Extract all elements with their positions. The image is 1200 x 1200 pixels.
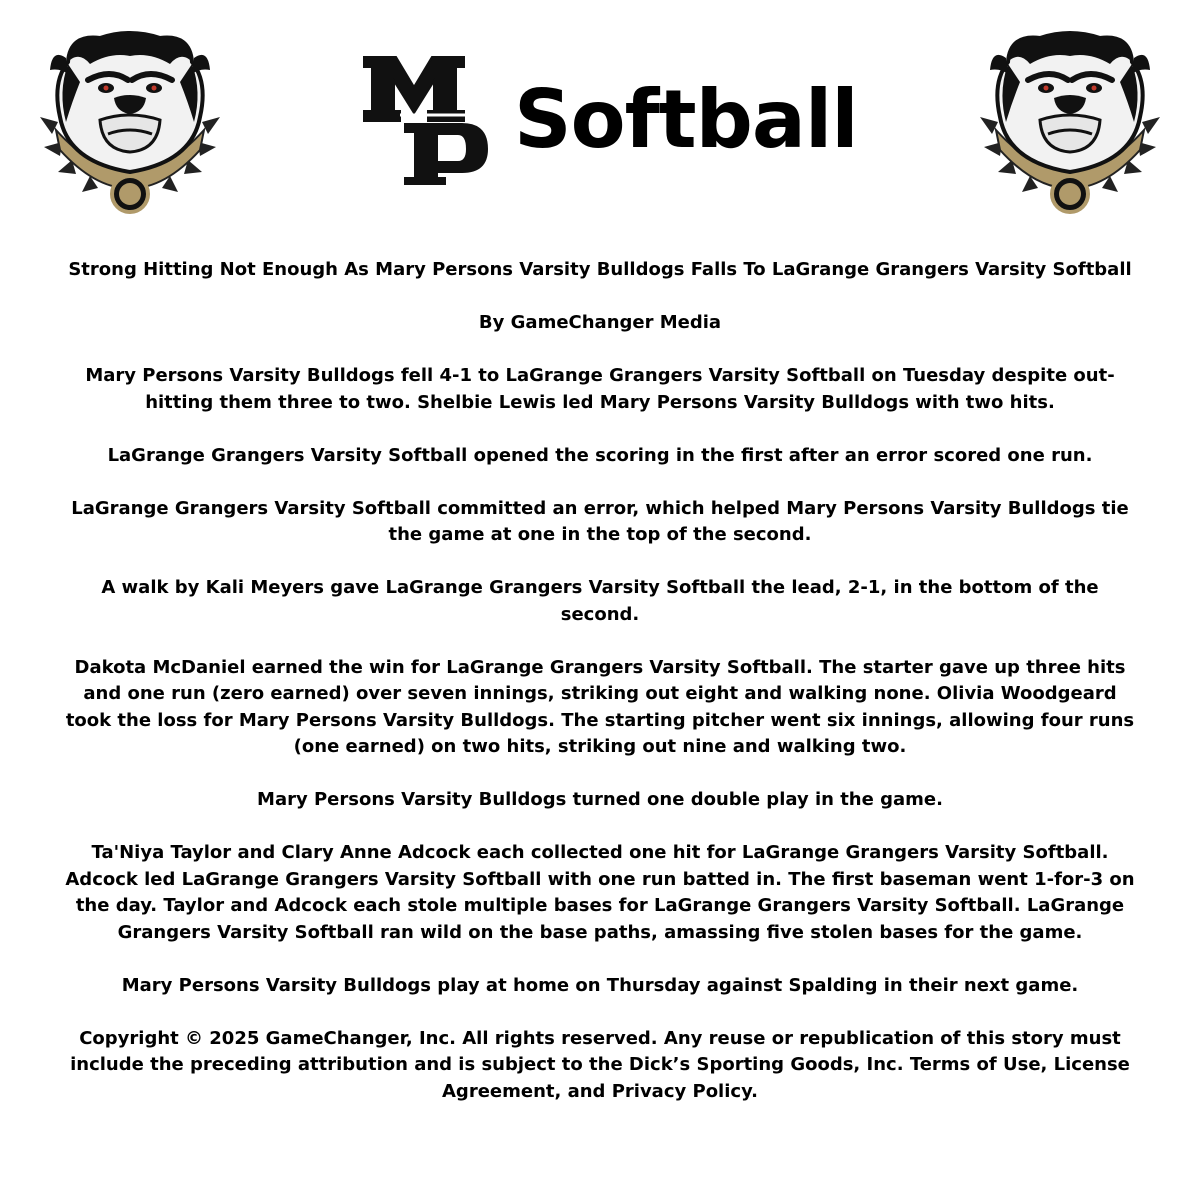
article-paragraph: A walk by Kali Meyers gave LaGrange Grangers Varsity Softball the lead, 2-1, in the bottom of the second.	[101, 577, 1099, 625]
mp-logo-icon	[362, 53, 492, 188]
article-paragraph: LaGrange Grangers Varsity Softball opened the scoring in the first after an error scored one run.	[107, 444, 1093, 466]
article-headline: Strong Hitting Not Enough As Mary Persons Varsity Bulldogs Falls To LaGrange Grangers Varsity Softball	[68, 259, 1132, 280]
page-title: Softball	[514, 73, 858, 166]
bulldog-mascot-right	[970, 22, 1170, 222]
bulldog-mascot-icon	[970, 22, 1170, 222]
bulldog-mascot-left	[30, 22, 230, 222]
article-paragraph: Dakota McDaniel earned the win for LaGrange Grangers Varsity Softball. The starter gave up three hits and one run (zero earned) over seven innings, striking out eight and walking none. Olivia Woodgeard took the loss for Mary Persons Varsity Bulldogs. The starting pitcher went six innings, allowing four runs (one earned) on two hits, striking out nine and walking two.	[65, 656, 1135, 757]
copyright-notice: Copyright © 2025 GameChanger, Inc. All rights reserved. Any reuse or republication of this story must include the preceding attribution and is subject to the Dick’s Sporting Goods, Inc. Terms of Use, License Agreement, and Privacy Policy.	[70, 1027, 1130, 1102]
article-paragraph: Mary Persons Varsity Bulldogs fell 4-1 to LaGrange Grangers Varsity Softball on Tuesday despite out-hitting them three to two. Shelbie Lewis led Mary Persons Varsity Bulldogs with two hits.	[85, 365, 1115, 413]
bulldog-mascot-icon	[30, 22, 230, 222]
article-paragraph: Mary Persons Varsity Bulldogs turned one double play in the game.	[257, 789, 943, 810]
article-byline: By GameChanger Media	[478, 312, 722, 333]
article-paragraph: Ta'Niya Taylor and Clary Anne Adcock each collected one hit for LaGrange Grangers Varsity Softball. Adcock led LaGrange Grangers Varsity Softball with one run batted in. The first baseman went 1-for-3 on the day. Taylor and Adcock each stole multiple bases for LaGrange Grangers Varsity Softball. LaGrange Grangers Varsity Softball ran wild on the base paths, amassing five stolen bases for the game.	[65, 842, 1135, 943]
article-body	[60, 257, 1140, 1132]
article-paragraph: LaGrange Grangers Varsity Softball committed an error, which helped Mary Persons Varsity Bulldogs tie the game at one in the top of the second.	[71, 497, 1129, 545]
article-paragraph: Mary Persons Varsity Bulldogs play at home on Thursday against Spalding in their next game.	[121, 974, 1079, 996]
brand-header	[362, 50, 858, 190]
